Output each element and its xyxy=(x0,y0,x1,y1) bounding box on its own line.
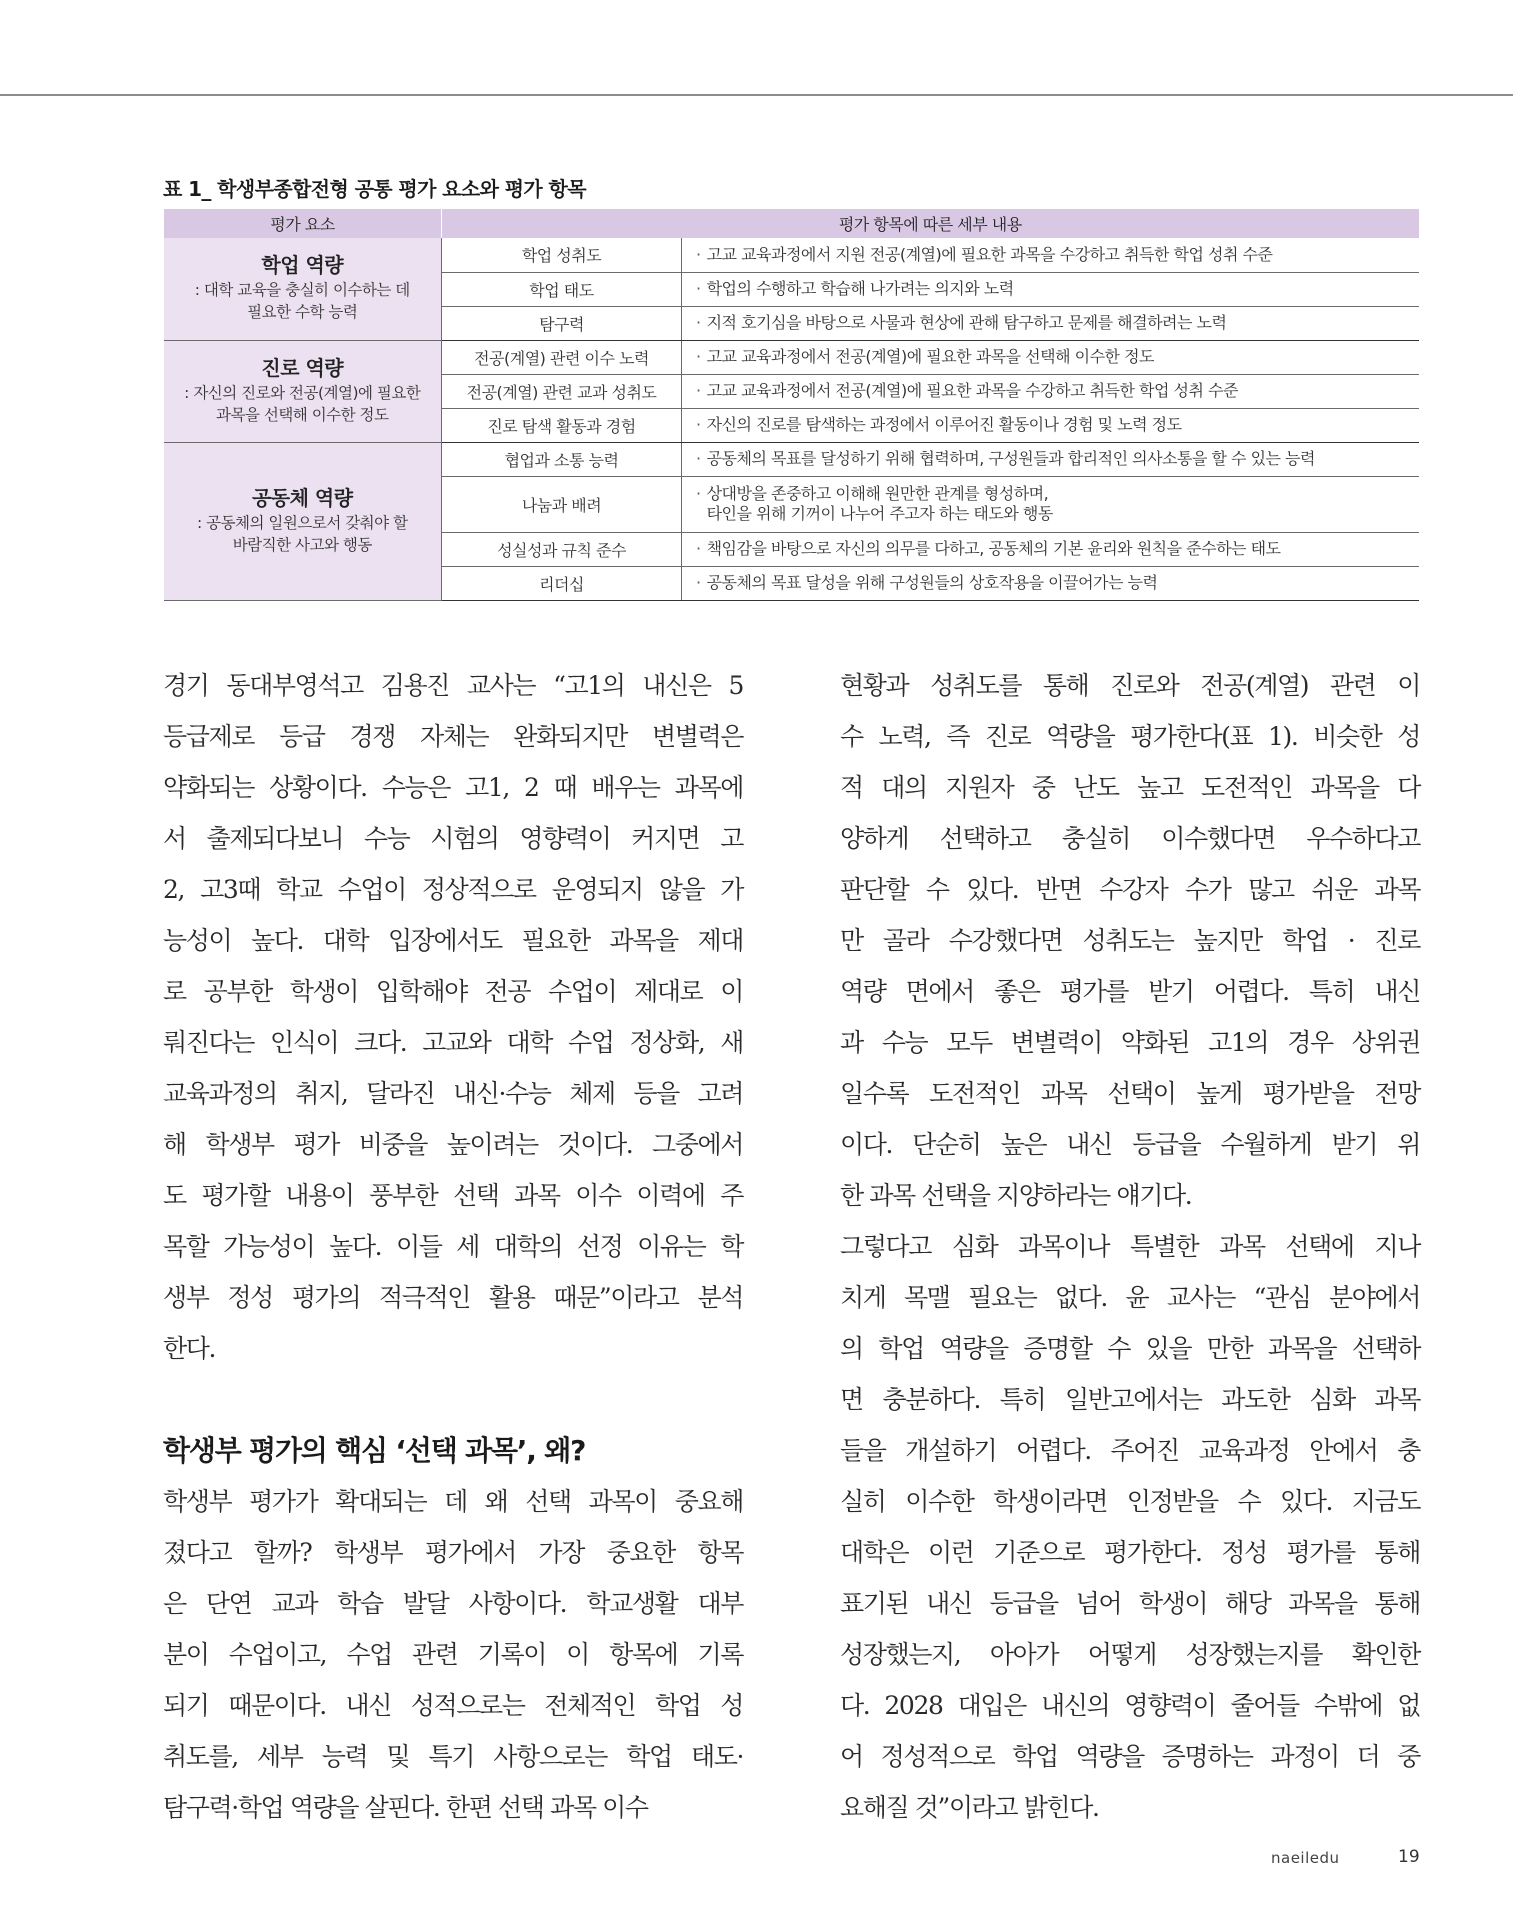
text-line: 해 학생부 평가 비중을 높이려는 것이다. 그중에서 xyxy=(163,1130,743,1159)
evaluation-table xyxy=(163,209,1419,601)
evaluation-detail xyxy=(682,408,1419,442)
text-line: 분이 수업이고, 수업 관련 기록이 이 항목에 기록 xyxy=(163,1640,743,1669)
category-description: 바람직한 사고와 행동 xyxy=(232,535,372,554)
text-line: 성장했는지, 아아가 어떻게 성장했는지를 확인한 xyxy=(840,1640,1420,1669)
text-line: 양하게 선택하고 충실히 이수했다면 우수하다고 xyxy=(840,824,1420,853)
evaluation-item: 협업과 소통 능력 xyxy=(442,442,682,476)
detail-line xyxy=(696,381,1419,401)
text-line: 취도를, 세부 능력 및 특기 사항으로는 학업 태도· xyxy=(163,1742,743,1771)
text-line: 들을 개설하기 어렵다. 주어진 교육과정 안에서 충 xyxy=(840,1436,1420,1465)
bullet-dot: · xyxy=(696,347,701,366)
text-line: 요해질 것”이라고 밝힌다. xyxy=(840,1793,1099,1822)
footer-brand: naeiledu xyxy=(1271,1849,1340,1867)
text-line: 만 골라 수강했다면 성취도는 높지만 학업 · 진로 xyxy=(840,926,1420,955)
bullet-dot: · xyxy=(696,539,701,558)
text-line: 일수록 도전적인 과목 선택이 높게 평가받을 전망 xyxy=(840,1079,1420,1108)
table-row xyxy=(164,340,1419,374)
bullet-dot: · xyxy=(696,573,701,592)
text-line: 이다. 단순히 높은 내신 등급을 수월하게 받기 위 xyxy=(840,1130,1420,1159)
evaluation-item: 전공(계열) 관련 교과 성취도 xyxy=(442,374,682,408)
text-line: 의 학업 역량을 증명할 수 있을 만한 과목을 선택하 xyxy=(840,1334,1420,1363)
evaluation-detail xyxy=(682,272,1419,306)
table-title: 표 1_ 학생부종합전형 공통 평가 요소와 평가 항목 xyxy=(163,177,586,201)
category-name: 학업 역량 xyxy=(261,253,344,278)
text-line: 능성이 높다. 대학 입장에서도 필요한 과목을 제대 xyxy=(163,926,743,955)
text-line: 한다. xyxy=(163,1334,216,1363)
detail-line xyxy=(696,449,1419,469)
evaluation-detail xyxy=(682,476,1419,532)
section-heading: 학생부 평가의 핵심 ‘선택 과목’, 왜? xyxy=(163,1434,586,1467)
evaluation-item: 진로 탐색 활동과 경험 xyxy=(442,408,682,442)
detail-text: 자신의 진로를 탐색하는 과정에서 이루어진 활동이나 경험 및 노력 정도 xyxy=(706,415,1182,434)
bullet-dot: · xyxy=(696,484,701,503)
category-cell xyxy=(164,238,442,340)
text-line: 그렇다고 심화 과목이나 특별한 과목 선택에 지나 xyxy=(840,1232,1420,1261)
text-line: 되기 때문이다. 내신 성적으로는 전체적인 학업 성 xyxy=(163,1691,743,1720)
evaluation-detail xyxy=(682,306,1419,340)
text-line: 한 과목 선택을 지양하라는 얘기다. xyxy=(840,1181,1192,1210)
text-line: 과 수능 모두 변별력이 약화된 고1의 경우 상위권 xyxy=(840,1028,1420,1057)
detail-line xyxy=(696,279,1419,299)
text-line: 역량 면에서 좋은 평가를 받기 어렵다. 특히 내신 xyxy=(840,977,1420,1006)
right-column xyxy=(840,660,1420,1833)
left-column xyxy=(163,660,743,1833)
detail-line xyxy=(696,245,1419,265)
text-line: 표기된 내신 등급을 넘어 학생이 해당 과목을 통해 xyxy=(840,1589,1420,1618)
bullet-dot: · xyxy=(696,381,701,400)
category-description: 필요한 수학 능력 xyxy=(247,303,358,322)
evaluation-detail xyxy=(682,340,1419,374)
text-line: 등급제로 등급 경쟁 자체는 완화되지만 변별력은 xyxy=(163,722,743,751)
category-description: 과목을 선택해 이수한 정도 xyxy=(216,405,389,424)
evaluation-item: 나눔과 배려 xyxy=(442,476,682,532)
text-line: 대학은 이런 기준으로 평가한다. 정성 평가를 통해 xyxy=(840,1538,1420,1567)
bullet-dot: · xyxy=(696,244,701,264)
evaluation-detail xyxy=(682,442,1419,476)
text-line: 다. 2028 대입은 내신의 영향력이 줄어들 수밖에 없 xyxy=(840,1691,1420,1720)
evaluation-detail xyxy=(682,374,1419,408)
detail-text: 고교 교육과정에서 지원 전공(계열)에 필요한 과목을 수강하고 취득한 학업 성취 수준 xyxy=(706,244,1273,264)
header-eval-element: 평가 요소 xyxy=(164,209,442,238)
text-line: 현황과 성취도를 통해 진로와 전공(계열) 관련 이 xyxy=(840,671,1420,700)
evaluation-item: 전공(계열) 관련 이수 노력 xyxy=(442,340,682,374)
category-name: 진로 역량 xyxy=(261,355,344,380)
detail-text: 학업의 수행하고 학습해 나가려는 의지와 노력 xyxy=(706,279,1014,298)
detail-text: 공동체의 목표 달성을 위해 구성원들의 상호작용을 이끌어가는 능력 xyxy=(706,573,1158,592)
detail-text: 지적 호기심을 바탕으로 사물과 현상에 관해 탐구하고 문제를 해결하려는 노력 xyxy=(706,313,1227,332)
evaluation-item: 학업 성취도 xyxy=(442,238,682,272)
text-line: 목할 가능성이 높다. 이들 세 대학의 선정 이유는 학 xyxy=(163,1232,743,1261)
evaluation-detail xyxy=(682,566,1419,600)
text-line: 서 출제되다보니 수능 시험의 영향력이 커지면 고 xyxy=(163,824,743,853)
category-name: 공동체 역량 xyxy=(251,485,353,510)
left-paragraph-2 xyxy=(163,1476,743,1833)
detail-text: 공동체의 목표를 달성하기 위해 협력하며, 구성원들과 합리적인 의사소통을 할 수 있는 능력 xyxy=(706,449,1315,468)
table-row xyxy=(164,238,1419,272)
detail-text: 타인을 위해 기꺼이 나누어 주고자 하는 태도와 행동 xyxy=(706,504,1053,523)
text-line: 약화되는 상황이다. 수능은 고1, 2 때 배우는 과목에 xyxy=(163,773,743,802)
text-line: 수 노력, 즉 진로 역량을 평가한다(표 1). 비슷한 성 xyxy=(840,722,1420,751)
evaluation-detail xyxy=(682,532,1419,566)
detail-text: 고교 교육과정에서 전공(계열)에 필요한 과목을 선택해 이수한 정도 xyxy=(706,347,1154,366)
text-line: 교육과정의 취지, 달라진 내신·수능 체제 등을 고려 xyxy=(163,1079,743,1108)
text-line: 2, 고3때 학교 수업이 정상적으로 운영되지 않을 가 xyxy=(163,875,743,904)
text-line: 판단할 수 있다. 반면 수강자 수가 많고 쉬운 과목 xyxy=(840,875,1420,904)
detail-line xyxy=(696,539,1419,559)
detail-text: 상대방을 존중하고 이해해 원만한 관계를 형성하며, xyxy=(706,484,1049,503)
text-line: 은 단연 교과 학습 발달 사항이다. 학교생활 대부 xyxy=(163,1589,743,1618)
detail-line xyxy=(696,313,1419,333)
category-cell xyxy=(164,340,442,442)
category-description: : 대학 교육을 충실히 이수하는 데 xyxy=(194,281,410,300)
evaluation-item: 탐구력 xyxy=(442,306,682,340)
top-rule xyxy=(0,94,1513,96)
header-eval-detail: 평가 항목에 따른 세부 내용 xyxy=(442,209,1419,238)
detail-text: 책임감을 바탕으로 자신의 의무를 다하고, 공동체의 기본 윤리와 원칙을 준수하는 태도 xyxy=(706,539,1281,558)
text-line: 로 공부한 학생이 입학해야 전공 수업이 제대로 이 xyxy=(163,977,743,1006)
text-line: 실히 이수한 학생이라면 인정받을 수 있다. 지금도 xyxy=(840,1487,1420,1516)
text-line: 면 충분하다. 특히 일반고에서는 과도한 심화 과목 xyxy=(840,1385,1420,1414)
detail-line xyxy=(696,504,1419,524)
table-row xyxy=(164,442,1419,476)
right-paragraph-1 xyxy=(840,660,1420,1221)
text-line: 학생부 평가가 확대되는 데 왜 선택 과목이 중요해 xyxy=(163,1487,743,1516)
text-line: 치게 목맬 필요는 없다. 윤 교사는 “관심 분야에서 xyxy=(840,1283,1420,1312)
text-line: 도 평가할 내용이 풍부한 선택 과목 이수 이력에 주 xyxy=(163,1181,743,1210)
detail-line xyxy=(696,484,1419,504)
evaluation-detail xyxy=(682,238,1419,272)
category-description: : 자신의 진로와 전공(계열)에 필요한 xyxy=(184,383,421,402)
text-line: 생부 정성 평가의 적극적인 활용 때문”이라고 분석 xyxy=(163,1283,743,1312)
left-paragraph-1 xyxy=(163,660,743,1374)
bullet-dot: · xyxy=(696,449,701,468)
category-cell xyxy=(164,442,442,600)
right-paragraph-2 xyxy=(840,1221,1420,1833)
evaluation-item: 성실성과 규칙 준수 xyxy=(442,532,682,566)
text-line: 뤄진다는 인식이 크다. 고교와 대학 수업 정상화, 새 xyxy=(163,1028,743,1057)
bullet-dot: · xyxy=(696,415,701,434)
text-line: 경기 동대부영석고 김용진 교사는 “고1의 내신은 5 xyxy=(163,671,743,700)
text-line: 졌다고 할까? 학생부 평가에서 가장 중요한 항목 xyxy=(163,1538,743,1567)
detail-line xyxy=(696,415,1419,435)
detail-line xyxy=(696,347,1419,367)
category-description: : 공동체의 일원으로서 갖춰야 할 xyxy=(196,513,408,532)
bullet-dot: · xyxy=(696,279,701,298)
evaluation-item: 리더십 xyxy=(442,566,682,600)
bullet-dot: · xyxy=(696,313,701,332)
text-line: 적 대의 지원자 중 난도 높고 도전적인 과목을 다 xyxy=(840,773,1420,802)
evaluation-item: 학업 태도 xyxy=(442,272,682,306)
detail-line xyxy=(696,573,1419,593)
page-number: 19 xyxy=(1398,1847,1420,1867)
text-line: 어 정성적으로 학업 역량을 증명하는 과정이 더 중 xyxy=(840,1742,1420,1771)
text-line: 탐구력·학업 역량을 살핀다. 한편 선택 과목 이수 xyxy=(163,1793,648,1822)
detail-text: 고교 교육과정에서 전공(계열)에 필요한 과목을 수강하고 취득한 학업 성취 수준 xyxy=(706,381,1238,400)
